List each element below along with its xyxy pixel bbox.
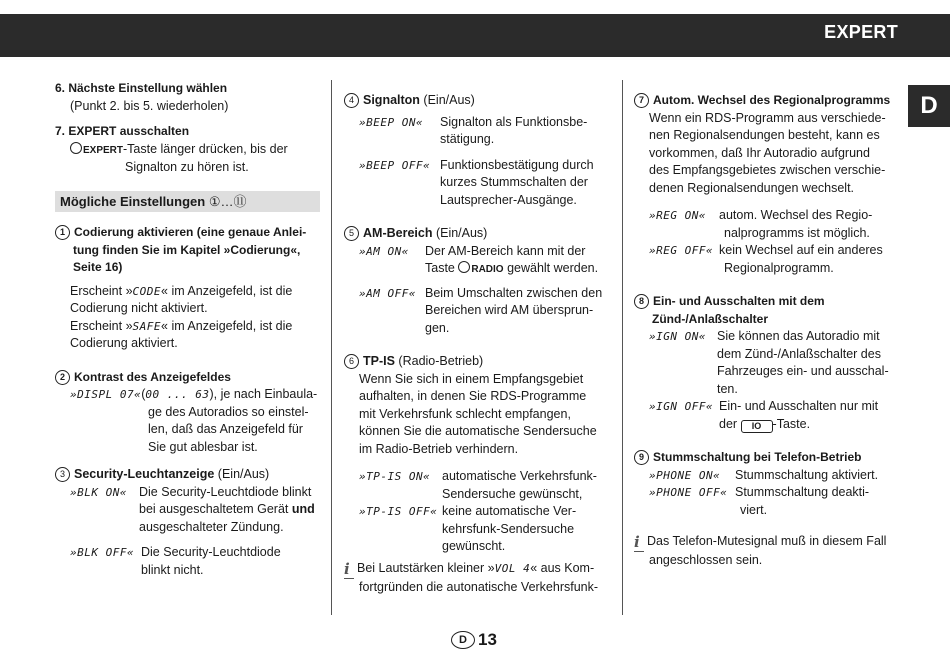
language-tab: D	[908, 85, 950, 127]
item-1-line-4: Codierung aktiviert.	[70, 336, 178, 350]
item-8-off-row: »IGN OFF« Ein- und Ausschalten nur mit	[649, 399, 879, 413]
item-3-on-2: bei ausgeschaltetem Gerät und	[139, 502, 315, 516]
item-6-p2: aufhalten, in denen Sie RDS-Programme	[359, 389, 587, 403]
column-divider	[331, 80, 332, 615]
item-6-on-row: »TP-IS ON« automatische Verkehrsfunk-	[359, 469, 597, 483]
item-2-text-2: ge des Autoradios so einstel-	[148, 404, 309, 419]
item-7-p2: nen Regionalsendungen besteht, kann es	[649, 128, 880, 142]
item-7-on-row: »REG ON« autom. Wechsel des Regio-	[649, 208, 873, 222]
page-title: EXPERT	[824, 22, 898, 42]
number-circle-icon: 3	[55, 467, 70, 482]
step-6-title: 6. Nächste Einstellung wählen	[55, 81, 228, 95]
item-7-p1: Wenn ein RDS-Programm aus verschiede-	[649, 110, 886, 125]
item-2-text-4: Sie gut ablesbar ist.	[148, 439, 258, 454]
item-7-on-2: nalprogramms ist möglich.	[724, 225, 870, 240]
item-3-off-row: »BLK OFF« Die Security-Leuchtdiode	[70, 545, 281, 559]
number-circle-icon: 5	[344, 226, 359, 241]
item-5-off-3: gen.	[425, 320, 450, 335]
item-4-on-row: »BEEP ON« Signalton als Funktionsbe-	[359, 114, 588, 129]
item-6-on-2: Sendersuche gewünscht,	[442, 486, 583, 501]
button-circle-icon	[458, 261, 470, 273]
item-4-on-2: stätigung.	[440, 132, 495, 146]
item-3-title: 3 Security-Leuchtanzeige (Ein/Aus)	[55, 466, 320, 484]
item-3-on-row: »BLK ON« Die Security-Leuchtdiode blinkt	[70, 484, 312, 499]
item-9-on-row: »PHONE ON« Stummschaltung aktiviert.	[649, 467, 879, 482]
item-6-off-2: kehrsfunk-Sendersuche	[442, 521, 575, 536]
item-8-title-2: Zünd-/Anlaßschalter	[652, 311, 769, 326]
step-6-text: (Punkt 2. bis 5. wiederholen)	[70, 98, 229, 113]
button-circle-icon	[70, 142, 82, 154]
number-circle-icon: 1	[55, 225, 70, 240]
power-key-icon: IO	[741, 420, 773, 433]
item-7-p4: des Empfangsgebietes zwischen verschie-	[649, 163, 886, 177]
number-circle-icon: 6	[344, 354, 359, 369]
item-5-off-2: Bereichen wird AM übersprun-	[425, 303, 594, 317]
number-circle-icon: 7	[634, 93, 649, 108]
column-3	[634, 80, 900, 570]
note-telephone-2: angeschlossen sein.	[649, 553, 763, 567]
item-5-off-row: »AM OFF« Beim Umschalten zwischen den	[359, 285, 603, 300]
item-8-on-4: ten.	[717, 381, 738, 396]
item-4-off-3: Lautsprecher-Ausgänge.	[440, 192, 577, 207]
item-6-p1: Wenn Sie sich in einem Empfangsgebiet	[359, 371, 584, 386]
item-7-p3: vorkommen, daß Ihr Autoradio aufgrund	[649, 145, 870, 160]
item-1-title: 1 Codierung aktivieren (eine genaue Anlei-	[55, 224, 320, 242]
item-3-off-2: blinkt nicht.	[141, 562, 204, 577]
language-badge: D	[451, 631, 475, 649]
item-1-title-2: tung finden Sie im Kapitel »Codierung«,	[73, 242, 301, 257]
item-2-row: »DISPL 07« (00 ... 63), je nach Einbaula-	[70, 387, 318, 401]
note-volume-2: fortgründen die autonatische Verkehrsfunk-	[359, 579, 599, 594]
info-icon: i	[634, 535, 644, 552]
item-5-title: 5 AM-Bereich (Ein/Aus)	[344, 225, 612, 243]
item-8-on-3: Fahrzeuges ein- und ausschal-	[717, 364, 889, 378]
item-9-off-row: »PHONE OFF« Stummschaltung deakti-	[649, 485, 870, 499]
item-5-on-row: »AM ON« Der AM-Bereich kann mit der	[359, 243, 586, 258]
step-7-title: 7. EXPERT ausschalten	[55, 124, 190, 138]
item-1-title-3: Seite 16)	[73, 260, 123, 274]
item-4-off-row: »BEEP OFF« Funktionsbestätigung durch	[359, 157, 594, 172]
number-circle-icon: 2	[55, 370, 70, 385]
page-number: 13	[478, 630, 497, 649]
settings-heading: Mögliche Einstellungen ①…⑪	[55, 191, 320, 213]
item-6-off-row: »TP-IS OFF« keine automatische Ver-	[359, 504, 577, 518]
item-7-title: 7 Autom. Wechsel des Regionalprogramms	[634, 92, 900, 110]
note-telephone: i Das Telefon-Mutesignal muß in diesem Fall	[634, 533, 887, 551]
number-circle-icon: 9	[634, 450, 649, 465]
item-6-p5: im Radio-Betrieb verhindern.	[359, 441, 519, 456]
step-7-text-2: Signalton zu hören ist.	[125, 160, 249, 174]
column-2	[344, 80, 612, 596]
item-7-off-2: Regionalprogramm.	[724, 260, 834, 275]
item-9-off-2: viert.	[740, 502, 768, 517]
header-bar	[0, 14, 950, 57]
item-9-title: 9 Stummschaltung bei Telefon-Betrieb	[634, 449, 900, 467]
item-4-title: 4 Signalton (Ein/Aus)	[344, 92, 612, 110]
item-2-title: 2 Kontrast des Anzeigefeldes	[55, 369, 320, 387]
step-7-text: EXPERT-Taste länger drücken, bis der	[55, 141, 320, 160]
item-1-line-2: Codierung nicht aktiviert.	[70, 301, 208, 315]
item-7-off-row: »REG OFF« kein Wechsel auf ein anderes	[649, 243, 883, 257]
number-circle-icon: 8	[634, 294, 649, 309]
number-circle-icon: 4	[344, 93, 359, 108]
column-divider	[622, 80, 623, 615]
column-1	[55, 80, 320, 579]
item-6-title: 6 TP-IS (Radio-Betrieb)	[344, 353, 612, 371]
item-8-on-2: dem Zünd-/Anlaßschalter des	[717, 346, 881, 361]
item-1-line-3: Erscheint »SAFE« im Anzeigefeld, ist die	[70, 318, 293, 333]
info-icon: i	[344, 562, 354, 579]
item-7-p5: denen Regionalsendungen wechselt.	[649, 180, 855, 195]
note-volume: i Bei Lautstärken kleiner »VOL 4« aus Kom-	[344, 559, 595, 578]
page-footer	[451, 631, 497, 651]
item-1-line-1: Erscheint »CODE« im Anzeigefeld, ist die	[70, 283, 293, 298]
item-3-on-3: ausgeschalteter Zündung.	[139, 519, 284, 534]
item-8-on-row: »IGN ON« Sie können das Autoradio mit	[649, 329, 880, 343]
item-6-p4: können Sie die automatische Sendersuche	[359, 424, 597, 438]
item-6-p3: mit Verkehrsfunk schlecht empfangen,	[359, 406, 571, 421]
item-2-text-3: len, daß das Anzeigefeld für	[148, 422, 303, 436]
item-4-off-2: kurzes Stummschalten der	[440, 175, 588, 189]
item-5-on-2: Taste RADIO gewählt werden.	[425, 261, 599, 275]
item-8-off-2: der IO -Taste.	[719, 416, 811, 431]
item-6-off-3: gewünscht.	[442, 539, 506, 553]
item-8-title: 8 Ein- und Ausschalten mit dem	[634, 293, 900, 311]
